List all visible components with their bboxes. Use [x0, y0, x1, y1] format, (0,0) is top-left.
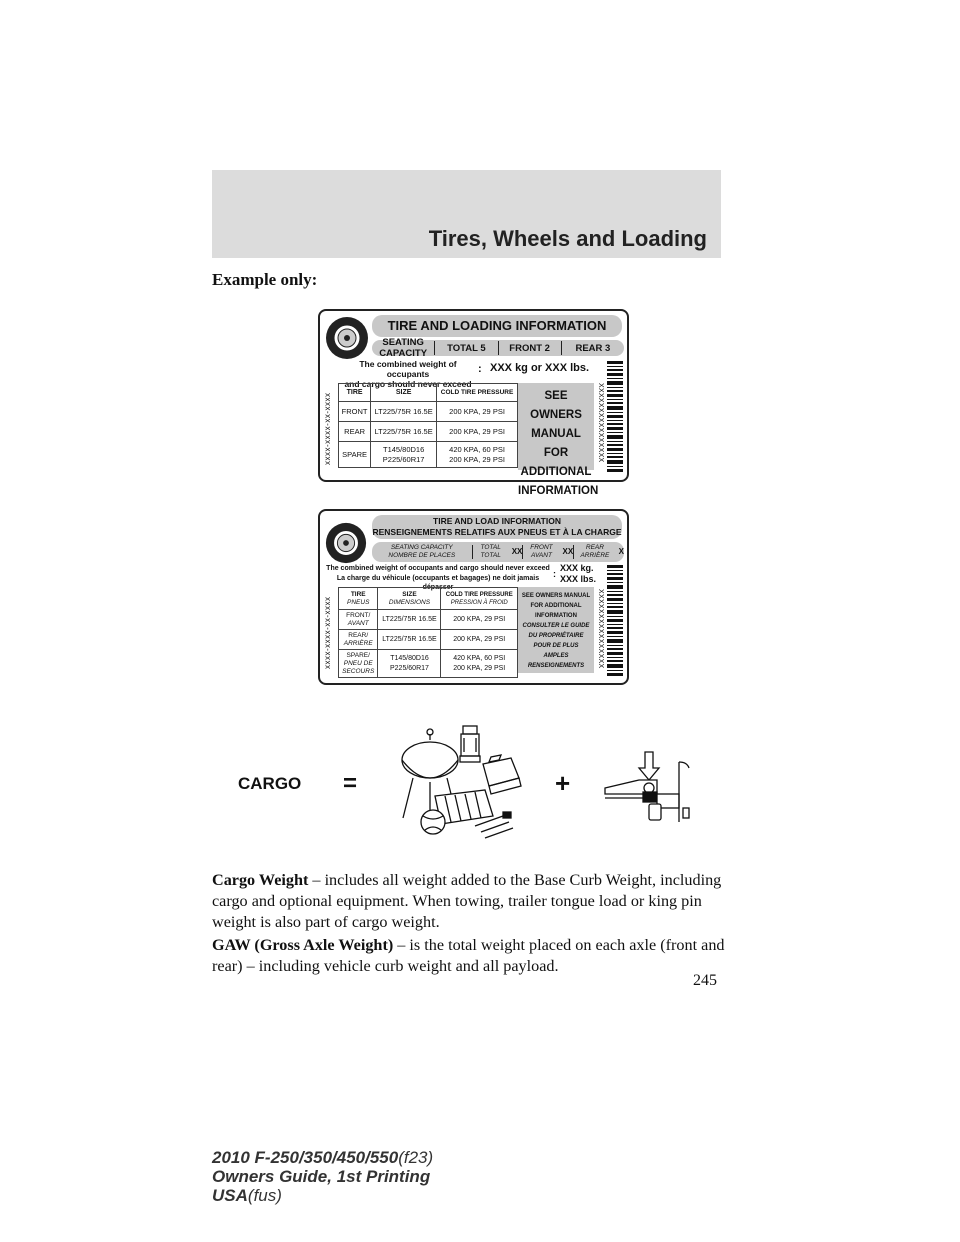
pressure-cell — [437, 442, 518, 468]
title-line-en: TIRE AND LOAD INFORMATION — [433, 516, 561, 526]
seating-capacity-bar — [372, 542, 624, 562]
size-cell: LT225/75R 16.5E — [378, 630, 441, 650]
tire-loading-label-english — [318, 309, 629, 497]
footer-line-2: Owners Guide, 1st Printing — [212, 1167, 431, 1186]
rear-value: X — [618, 547, 624, 556]
max-weight-kg: XXX kg. — [560, 563, 594, 573]
size-line: P225/60R17 — [390, 664, 429, 672]
total-labels — [473, 544, 509, 560]
cargo-items-illustration — [385, 718, 525, 844]
size-line: T145/80D16 — [382, 444, 425, 454]
footer-line-1 — [212, 1148, 433, 1167]
seating-en: SEATING CAPACITY — [390, 544, 453, 551]
size-cell: LT225/75R 16.5E — [371, 422, 437, 442]
term-gaw: GAW (Gross Axle Weight) — [212, 936, 394, 954]
size-line: T145/80D16 — [390, 654, 429, 662]
col-tire-fr: PNEUS — [347, 598, 370, 606]
header-band — [212, 170, 721, 258]
cargo-weight-definition: – includes all weight added to the Base Curb Weight, including cargo and optional equipment. When towing, trailer tongue load or king pin weight is also part of cargo weight. — [212, 871, 722, 931]
label-code-right: XXXXXXXXXXXXXXXX — [597, 589, 604, 669]
pressure-line: 420 KPA, 60 PSI — [453, 654, 506, 662]
combined-line-1: The combined weight of occupants — [359, 359, 457, 379]
col-tire-en: TIRE — [350, 590, 366, 598]
max-weight-value: XXX kg or XXX lbs. — [490, 362, 590, 374]
section-title: Tires, Wheels and Loading — [428, 226, 707, 251]
rear-en: REAR — [585, 544, 604, 551]
tire-cell — [339, 610, 378, 630]
front-seats: FRONT 2 — [509, 342, 550, 354]
combined-en: The combined weight of occupants and cargo should never exceed — [326, 565, 550, 572]
tire-en: FRONT/ — [346, 611, 371, 619]
size-cell: LT225/75R 16.5E — [378, 610, 441, 630]
label-title — [372, 515, 622, 539]
max-weight-lbs: XXX lbs. — [560, 574, 597, 584]
tire-load-label-bilingual — [318, 509, 629, 685]
see-line: INFORMATION — [535, 613, 577, 619]
tire-en: SPARE/ — [346, 651, 370, 659]
gaw-paragraph — [212, 935, 732, 977]
gaw-definition: – is the total weight placed on each axle (front and rear) – including vehicle curb weight and all payload. — [212, 936, 725, 975]
pressure-cell: 200 KPA, 29 PSI — [437, 422, 518, 442]
page-number: 245 — [693, 972, 717, 989]
front-fr: AVANT — [530, 552, 552, 559]
total-cell — [473, 544, 523, 560]
see-line: RENSEIGNEMENTS — [527, 663, 585, 669]
seating-capacity-label: SEATING CAPACITY — [379, 337, 428, 359]
front-labels — [523, 544, 559, 560]
tire-fr-2: SECOURS — [342, 667, 375, 675]
col-tire — [339, 588, 378, 610]
col-pressure-en: COLD TIRE PRESSURE — [445, 591, 513, 598]
footer-line-3 — [212, 1186, 433, 1205]
label-code-right: XXXXXXXXXXXXXXXX — [597, 383, 604, 463]
plus-sign: + — [555, 768, 571, 798]
pressure-line: 420 KPA, 60 PSI — [449, 444, 505, 454]
rear-seats: REAR 3 — [575, 342, 611, 354]
size-cell — [371, 442, 437, 468]
colon: : — [553, 569, 556, 579]
pressure-line: 200 KPA, 29 PSI — [449, 454, 505, 464]
see-line: MANUAL FOR — [531, 428, 581, 459]
size-line: P225/60R17 — [382, 454, 425, 464]
footer-model: 2010 F-250/350/450/550 — [212, 1148, 399, 1167]
see-line: AMPLES — [543, 653, 569, 659]
tire-cell — [339, 650, 378, 678]
total-value: XX — [511, 547, 523, 556]
col-size: SIZE — [371, 384, 437, 402]
label-code-left: xxxx-xxxx-xx-xxxx — [323, 596, 332, 669]
tire-pressure-table — [338, 587, 518, 678]
pressure-cell — [441, 650, 518, 678]
see-line: INFORMATION — [518, 485, 599, 497]
label-title: TIRE AND LOADING INFORMATION — [372, 315, 622, 337]
front-cell — [523, 544, 573, 560]
see-owners-manual-box — [518, 587, 594, 673]
col-pressure-fr: PRESSION À FROID — [450, 599, 508, 606]
see-owners-manual-box — [518, 383, 599, 497]
col-size-en: SIZE — [402, 590, 417, 598]
combined-fr: La charge du véhicule (occupants et bagages) ne doit jamais dépasser — [336, 574, 540, 591]
pressure-cell: 200 KPA, 29 PSI — [441, 610, 518, 630]
max-weight-values — [560, 563, 596, 585]
tire-pressure-table — [338, 383, 518, 468]
tire-cell: FRONT — [339, 402, 371, 422]
col-pressure — [441, 588, 518, 610]
col-size — [378, 588, 441, 610]
barcode — [607, 361, 623, 473]
size-cell: LT225/75R 16.5E — [371, 402, 437, 422]
see-line: SEE OWNERS MANUAL — [521, 593, 591, 599]
col-size-fr: DIMENSIONS — [388, 598, 431, 606]
pressure-cell: 200 KPA, 29 PSI — [441, 630, 518, 650]
trailer-hitch-illustration — [603, 752, 695, 824]
pressure-cell: 200 KPA, 29 PSI — [437, 402, 518, 422]
barcode — [607, 565, 623, 677]
seating-fr: NOMBRE DE PLACES — [388, 552, 456, 559]
see-line: ADDITIONAL — [520, 466, 592, 478]
footer-market: USA — [212, 1186, 248, 1205]
tire-fr: AVANT — [347, 619, 369, 627]
col-tire: TIRE — [339, 384, 371, 402]
colon: : — [478, 363, 482, 375]
total-fr: TOTAL — [480, 552, 501, 559]
title-line-fr: RENSEIGNEMENTS RELATIFS AUX PNEUS ET À LA CHARGE — [372, 527, 622, 537]
seating-cell — [372, 544, 472, 560]
see-line: POUR DE PLUS — [533, 643, 579, 649]
equals-sign: = — [343, 770, 358, 797]
tire-cell: SPARE — [339, 442, 371, 468]
footer-market-code: (fus) — [247, 1186, 282, 1205]
tire-icon — [324, 521, 368, 565]
tire-cell: REAR — [339, 422, 371, 442]
cargo-weight-paragraph — [212, 870, 732, 933]
front-en: FRONT — [530, 544, 553, 551]
col-pressure: COLD TIRE PRESSURE — [437, 384, 518, 402]
tire-cell — [339, 630, 378, 650]
tire-en: REAR/ — [348, 631, 369, 639]
term-cargo-weight: Cargo Weight — [212, 871, 309, 889]
footer-code: (f23) — [398, 1148, 434, 1167]
total-seats: TOTAL 5 — [447, 342, 486, 354]
see-line: FOR ADDITIONAL — [530, 603, 582, 609]
rear-cell — [574, 544, 624, 560]
footer-imprint — [212, 1148, 433, 1205]
pressure-line: 200 KPA, 29 PSI — [453, 664, 506, 672]
cargo-label: CARGO — [238, 774, 302, 793]
label-code-left: xxxx-xxxx-xx-xxxx — [323, 392, 332, 465]
tire-fr: PNEU DE — [343, 659, 373, 667]
total-en: TOTAL — [480, 544, 501, 551]
rear-fr: ARRIÈRE — [580, 552, 610, 559]
rear-labels — [574, 544, 615, 560]
front-value: XX — [562, 547, 574, 556]
size-cell — [378, 650, 441, 678]
see-line: CONSULTER LE GUIDE — [522, 623, 590, 629]
seating-capacity-bar — [372, 337, 624, 359]
example-label: Example only: — [212, 270, 318, 289]
tire-fr: ARRIÈRE — [343, 639, 373, 647]
see-line: SEE OWNERS — [530, 390, 582, 421]
see-line: DU PROPRIÉTAIRE — [528, 633, 584, 639]
combined-line-2: and cargo should never exceed — [344, 379, 472, 389]
tire-icon — [324, 315, 370, 361]
